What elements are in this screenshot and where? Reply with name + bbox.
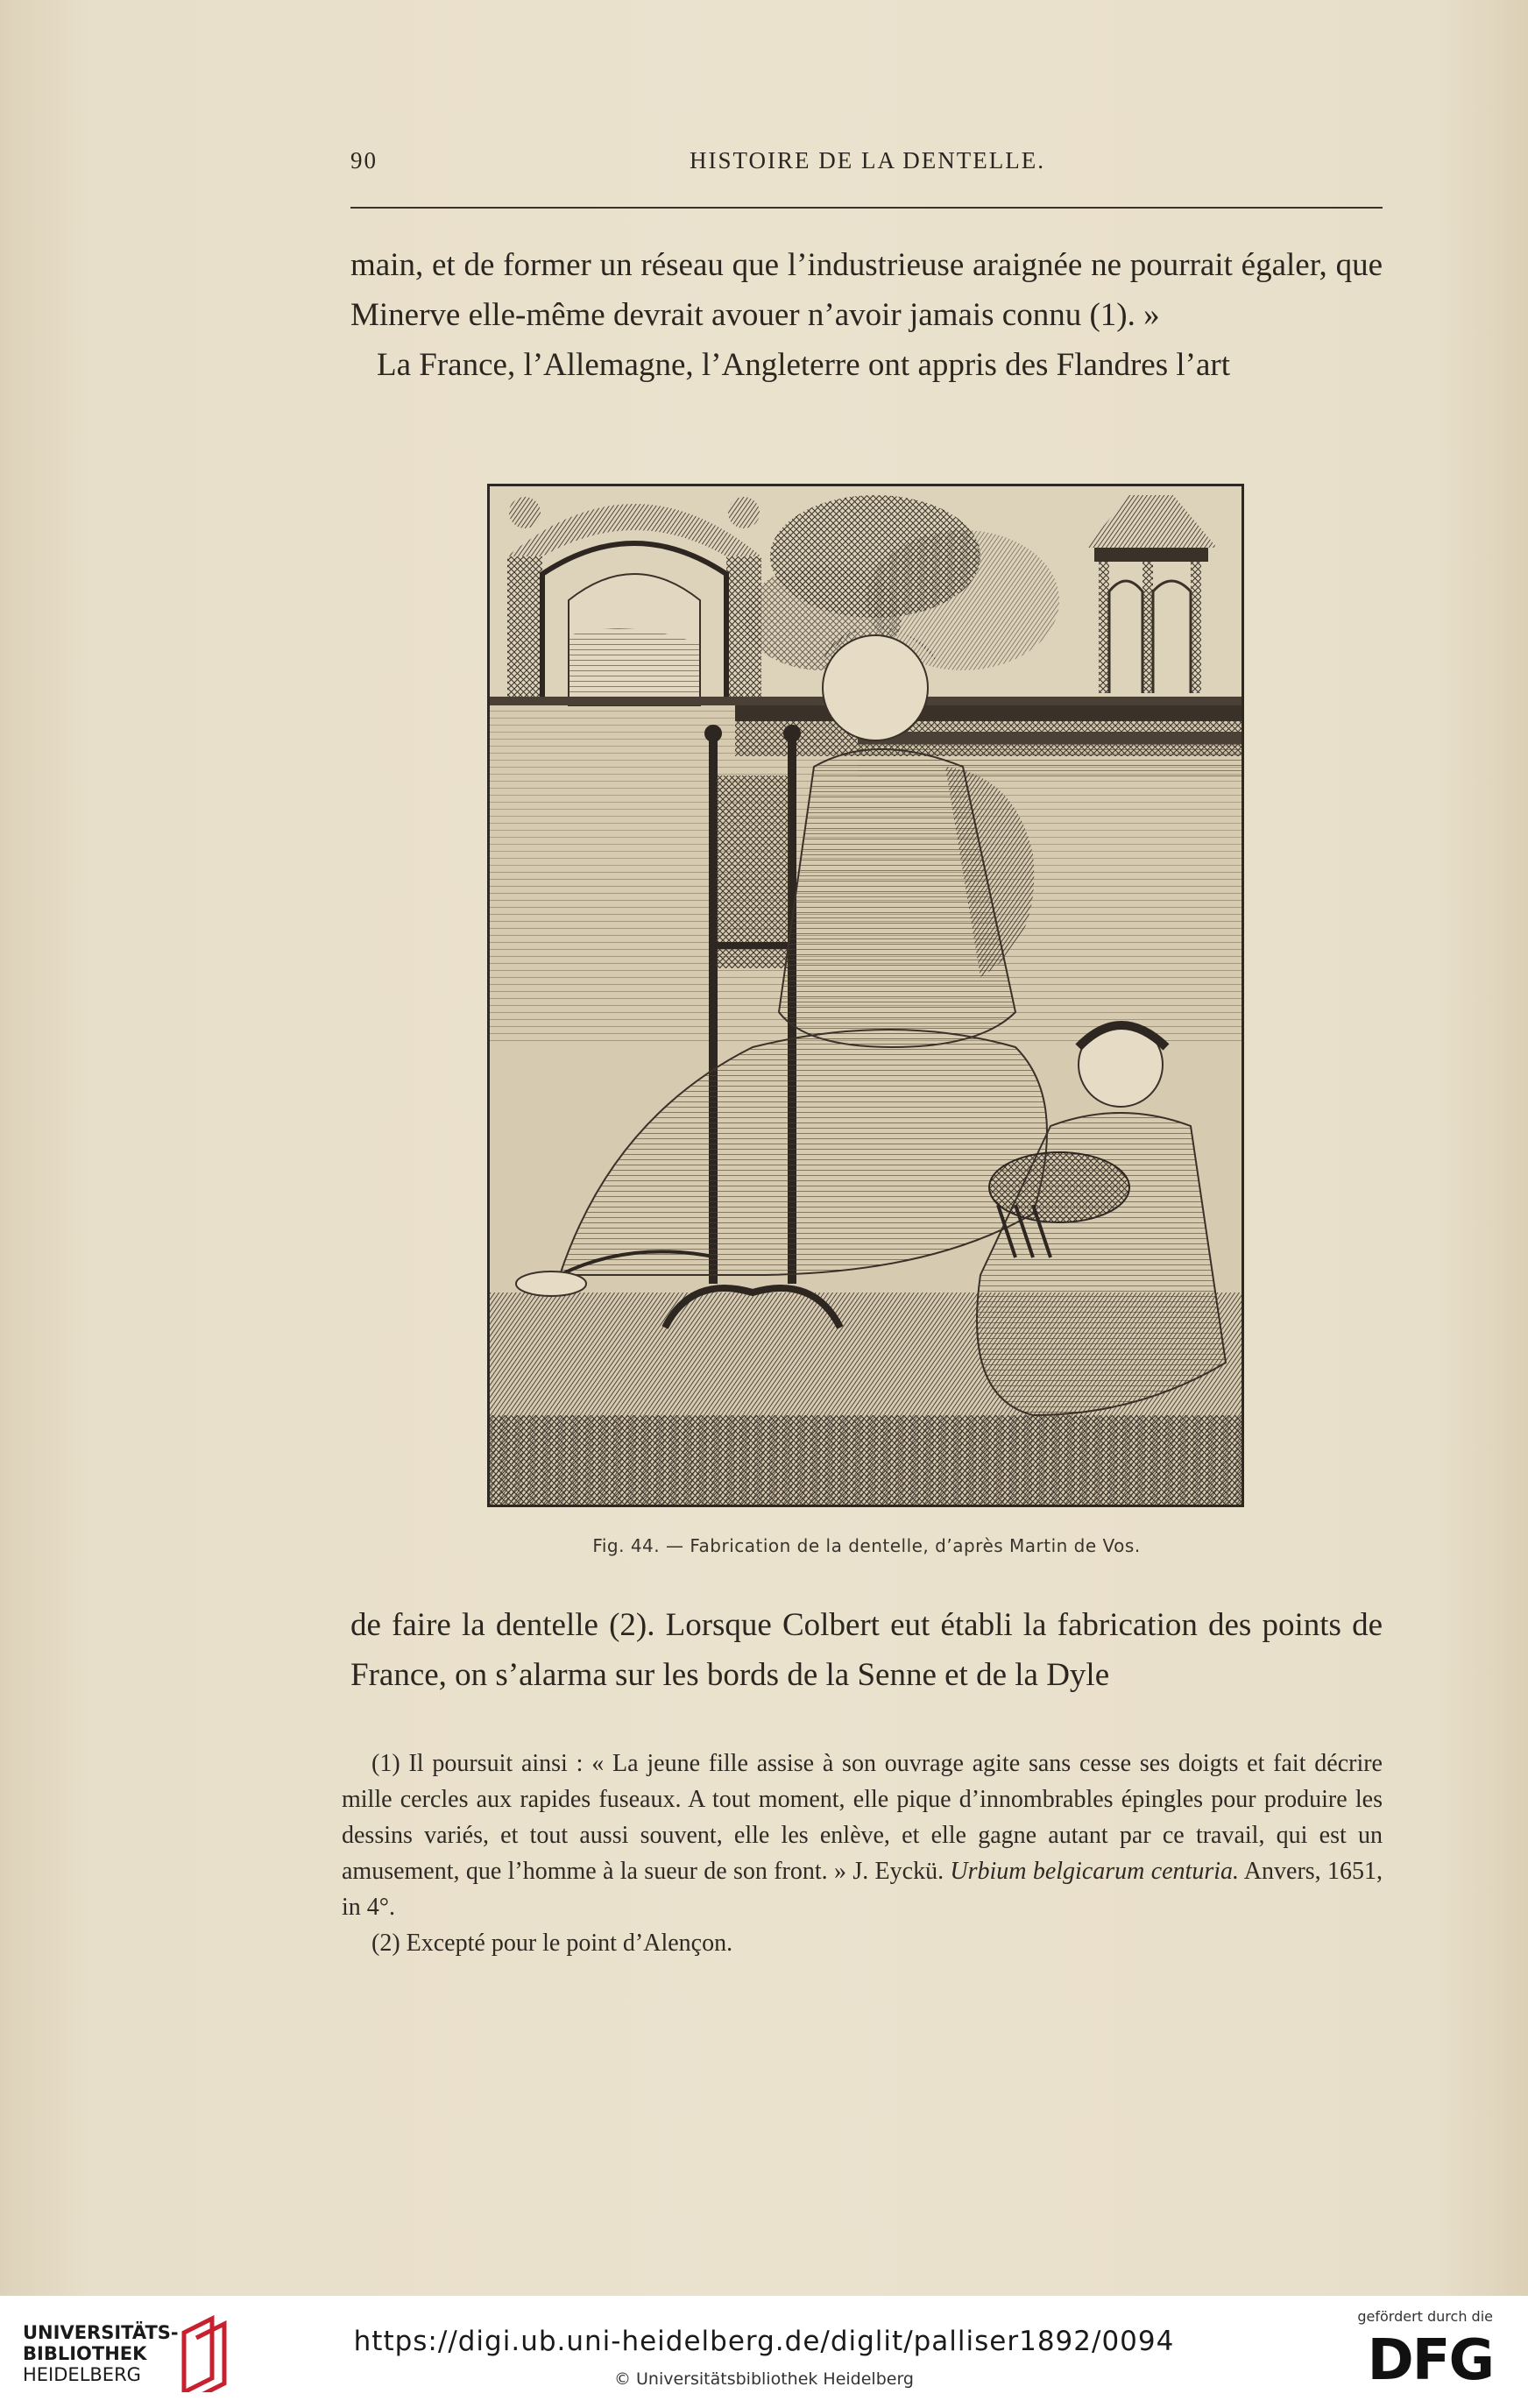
lacemaker-engraving <box>490 486 1242 1505</box>
library-name-line2: BIBLIOTHEK <box>23 2343 147 2364</box>
copyright-notice: © Universitätsbibliothek Heidelberg <box>613 2369 914 2389</box>
footnote-1-text: (1) Il poursuit ainsi : « La jeune fille assise à son ouvrage agite sans cesse ses doigts et fait décrire mille cercles aux rapides fuseaux. A tout moment, elle pique d’innombrables épingles pour produire les dessins variés, et tout aussi souvent, elle les enlève, et elle gagne autant par ce travail, qui est un amusement, que l’homme à la sueur de son front. » J. Eyckü. <box>342 1750 1383 1885</box>
viewer-footer <box>0 2296 1528 2408</box>
page-number: 90 <box>350 147 378 174</box>
engraving-figure <box>487 484 1244 1507</box>
header-rule <box>350 207 1383 209</box>
funder-text: gefördert durch die <box>1357 2308 1493 2325</box>
body-text-bottom <box>350 1600 1383 1700</box>
footnotes <box>342 1746 1383 1961</box>
footnote-1 <box>342 1746 1383 1925</box>
figure-caption: Fig. 44. — Fabrication de la dentelle, d’après Martin de Vos. <box>592 1535 1141 1556</box>
footnote-1-tail: Anvers, 1651, in 4°. <box>342 1858 1383 1921</box>
paragraph: main, et de former un réseau que l’industrieuse araignée ne pourrait égaler, que Minerve elle-même devrait avouer n’avoir jamais connu (1). » <box>350 247 1383 333</box>
library-name-line3: HEIDELBERG <box>23 2364 141 2385</box>
funder-block <box>1326 2308 1493 2399</box>
paragraph: de faire la dentelle (2). Lorsque Colbert eut établi la fabrication des points de France, on s’alarma sur les bords de la Senne et de la Dyle <box>350 1607 1383 1693</box>
running-head <box>350 147 1384 182</box>
running-title: HISTOIRE DE LA DENTELLE. <box>690 147 1045 174</box>
body-text-top <box>350 240 1383 390</box>
permalink-url[interactable]: https://digi.ub.uni-heidelberg.de/diglit/palliser1892/0094 <box>353 2326 1175 2357</box>
gazebo <box>1086 495 1217 693</box>
footnote-2: (2) Excepté pour le point d’Alençon. <box>371 1930 733 1957</box>
footnote-1-title: Urbium belgicarum centuria. <box>950 1858 1240 1885</box>
library-name-line1: UNIVERSITÄTS- <box>23 2322 179 2343</box>
dfg-logo[interactable]: DFG <box>1367 2328 1493 2393</box>
paragraph: La France, l’Allemagne, l’Angleterre ont appris des Flandres l’art <box>377 347 1230 383</box>
